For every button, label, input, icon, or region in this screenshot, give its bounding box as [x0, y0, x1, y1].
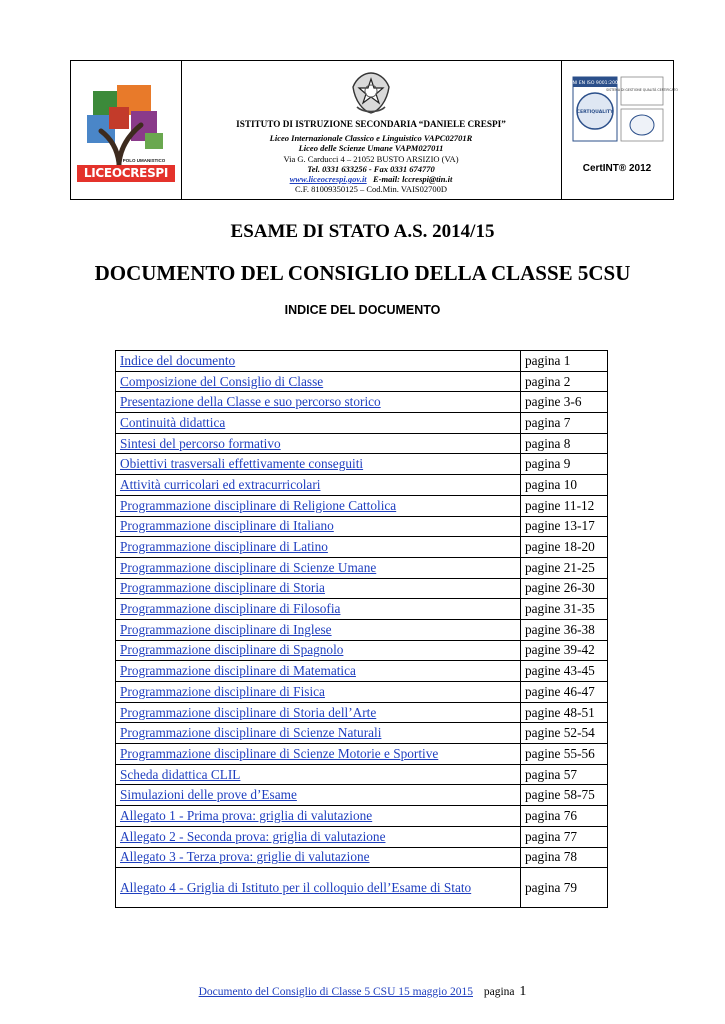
index-entry-pages: pagina 79 — [521, 868, 608, 908]
exam-title: ESAME DI STATO A.S. 2014/15 — [230, 221, 495, 242]
index-entry-pages: pagina 10 — [521, 475, 608, 496]
logo-wordmark: LICEOCRESPI — [77, 165, 175, 182]
index-entry-pages: pagine 48-51 — [521, 702, 608, 723]
index-entry-pages: pagine 55-56 — [521, 744, 608, 765]
school-info — [181, 119, 561, 194]
index-row — [116, 537, 608, 558]
index-row — [116, 599, 608, 620]
school-codes: C.F. 81009350125 – Cod.Min. VAIS02700D — [294, 184, 448, 195]
index-entry-pages: pagina 1 — [521, 351, 608, 372]
svg-text:SISTEMA DI GESTIONE QUALITÀ CE: SISTEMA DI GESTIONE QUALITÀ CERTIFICATO — [606, 88, 678, 92]
index-entry-pages: pagine 46-47 — [521, 682, 608, 703]
index-entry-link[interactable]: Composizione del Consiglio di Classe — [116, 371, 521, 392]
school-address: Via G. Carducci 4 – 21052 BUSTO ARSIZIO (VA) — [283, 153, 459, 164]
index-row — [116, 371, 608, 392]
index-row — [116, 744, 608, 765]
index-row — [116, 619, 608, 640]
index-row — [116, 826, 608, 847]
index-entry-pages: pagine 43-45 — [521, 661, 608, 682]
index-entry-link[interactable]: Scheda didattica CLIL — [116, 764, 521, 785]
index-row — [116, 433, 608, 454]
index-entry-link[interactable]: Continuità didattica — [116, 413, 521, 434]
svg-text:CERTIQUALITY: CERTIQUALITY — [576, 110, 614, 115]
index-row — [116, 495, 608, 516]
index-entry-link[interactable]: Programmazione disciplinare di Italiano — [116, 516, 521, 537]
index-entry-link[interactable]: Programmazione disciplinare di Fisica — [116, 682, 521, 703]
footer-document-link[interactable]: Documento del Consiglio di Classe 5 CSU 15 maggio 2015 — [198, 986, 473, 998]
index-row — [116, 578, 608, 599]
index-entry-link[interactable]: Indice del documento — [116, 351, 521, 372]
index-row — [116, 454, 608, 475]
school-line-1: Liceo Internazionale Classico e Linguistico VAPC02701R — [269, 133, 473, 144]
index-entry-pages: pagina 76 — [521, 806, 608, 827]
index-entry-pages: pagine 31-35 — [521, 599, 608, 620]
index-entry-link[interactable]: Allegato 1 - Prima prova: griglia di valutazione — [116, 806, 521, 827]
index-entry-link[interactable]: Allegato 3 - Terza prova: griglie di valutazione — [116, 847, 521, 868]
logo-cell — [71, 61, 182, 199]
index-entry-pages: pagine 26-30 — [521, 578, 608, 599]
index-entry-pages: pagina 9 — [521, 454, 608, 475]
index-table — [115, 350, 608, 908]
school-line-2: Liceo delle Scienze Umane VAPM027011 — [298, 143, 444, 154]
certiquality-badge-icon — [569, 75, 678, 145]
index-row — [116, 723, 608, 744]
index-entry-pages: pagine 52-54 — [521, 723, 608, 744]
logo-caption: POLO UMANISTICO — [122, 158, 166, 163]
index-row — [116, 475, 608, 496]
italian-emblem-icon — [349, 67, 393, 117]
certification-cell — [561, 61, 678, 199]
school-phone: Tel. 0331 633256 - Fax 0331 674770 — [307, 163, 435, 174]
index-row — [116, 413, 608, 434]
index-row — [116, 640, 608, 661]
index-entry-link[interactable]: Programmazione disciplinare di Scienze Motorie e Sportive — [116, 744, 521, 765]
index-entry-link[interactable]: Sintesi del percorso formativo — [116, 433, 521, 454]
index-entry-pages: pagine 36-38 — [521, 619, 608, 640]
index-row — [116, 868, 608, 908]
index-entry-link[interactable]: Programmazione disciplinare di Inglese — [116, 619, 521, 640]
index-row — [116, 661, 608, 682]
index-row — [116, 682, 608, 703]
index-entry-pages: pagina 7 — [521, 413, 608, 434]
index-entry-pages: pagina 8 — [521, 433, 608, 454]
index-entry-link[interactable]: Simulazioni delle prove d’Esame — [116, 785, 521, 806]
index-row — [116, 351, 608, 372]
index-entry-link[interactable]: Programmazione disciplinare di Spagnolo — [116, 640, 521, 661]
letterhead — [70, 60, 678, 200]
school-info-cell — [181, 61, 562, 199]
page-footer — [0, 984, 725, 1000]
document-title: DOCUMENTO DEL CONSIGLIO DELLA CLASSE 5CSU — [94, 261, 631, 285]
index-heading: INDICE DEL DOCUMENTO — [284, 303, 441, 317]
index-entry-pages: pagina 57 — [521, 764, 608, 785]
index-entry-pages: pagine 39-42 — [521, 640, 608, 661]
index-entry-link[interactable]: Attività curricolari ed extracurricolari — [116, 475, 521, 496]
index-entry-link[interactable]: Allegato 4 - Griglia di Istituto per il colloquio dell’Esame di Stato — [116, 868, 521, 908]
index-entry-link[interactable]: Programmazione disciplinare di Matematica — [116, 661, 521, 682]
index-table-body — [116, 351, 608, 908]
footer-page-number: 1 — [519, 984, 527, 999]
index-entry-link[interactable]: Presentazione della Classe e suo percorso storico — [116, 392, 521, 413]
index-entry-pages: pagine 3-6 — [521, 392, 608, 413]
index-row — [116, 764, 608, 785]
index-entry-link[interactable]: Programmazione disciplinare di Religione Cattolica — [116, 495, 521, 516]
index-row — [116, 847, 608, 868]
index-entry-link[interactable]: Programmazione disciplinare di Filosofia — [116, 599, 521, 620]
school-name: ISTITUTO DI ISTRUZIONE SECONDARIA “DANIELE CRESPI” — [236, 119, 506, 129]
index-entry-link[interactable]: Programmazione disciplinare di Scienze Naturali — [116, 723, 521, 744]
index-entry-pages: pagine 21-25 — [521, 557, 608, 578]
index-row — [116, 702, 608, 723]
footer-page-label: pagina — [483, 986, 515, 998]
index-row — [116, 785, 608, 806]
index-row — [116, 806, 608, 827]
index-row — [116, 516, 608, 537]
index-entry-pages: pagine 11-12 — [521, 495, 608, 516]
index-entry-link[interactable]: Programmazione disciplinare di Latino — [116, 537, 521, 558]
index-row — [116, 392, 608, 413]
index-entry-pages: pagine 58-75 — [521, 785, 608, 806]
school-website-link[interactable]: www.liceocrespi.gov.it — [289, 174, 367, 185]
index-entry-link[interactable]: Programmazione disciplinare di Storia dell’Arte — [116, 702, 521, 723]
index-entry-pages: pagina 77 — [521, 826, 608, 847]
index-entry-pages: pagina 78 — [521, 847, 608, 868]
school-email: E-mail: lccrespi@tin.it — [373, 174, 453, 185]
svg-text:UNI EN ISO 9001:2008: UNI EN ISO 9001:2008 — [569, 81, 621, 86]
index-entry-link[interactable]: Allegato 2 - Seconda prova: griglia di valutazione — [116, 826, 521, 847]
index-entry-link[interactable]: Programmazione disciplinare di Scienze Umane — [116, 557, 521, 578]
index-entry-pages: pagine 18-20 — [521, 537, 608, 558]
index-row — [116, 557, 608, 578]
certint-label: CertINT® 2012 — [582, 163, 652, 174]
index-entry-pages: pagine 13-17 — [521, 516, 608, 537]
index-entry-link[interactable]: Programmazione disciplinare di Storia — [116, 578, 521, 599]
index-entry-link[interactable]: Obiettivi trasversali effettivamente conseguiti — [116, 454, 521, 475]
index-entry-pages: pagina 2 — [521, 371, 608, 392]
